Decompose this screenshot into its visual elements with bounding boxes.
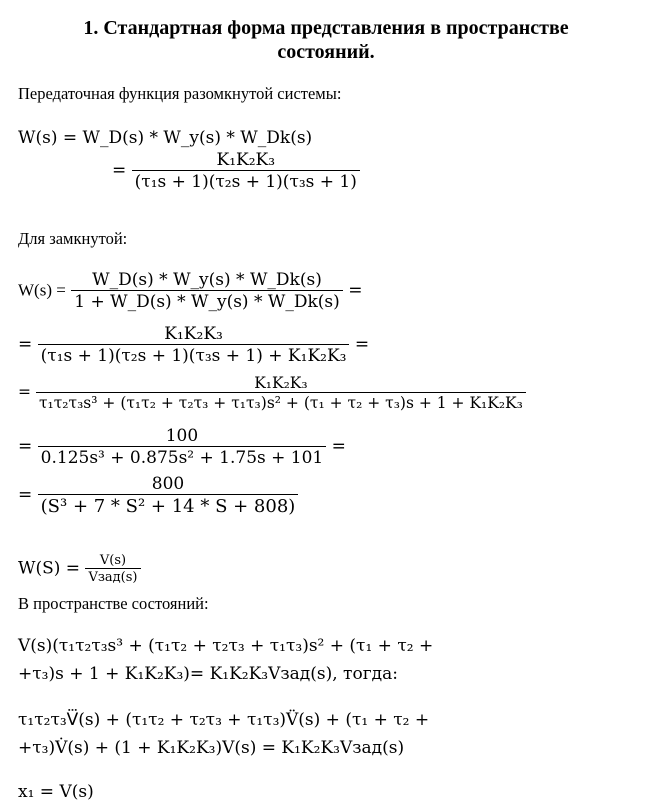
fraction <box>132 150 360 192</box>
fraction-numerator: 100 <box>165 426 199 446</box>
fraction-numerator: K₁K₂K₃ <box>164 324 223 344</box>
equation-differential-line2: +τ₃)V̇(s) + (1 + K₁K₂K₃)V(s) = K₁K₂K₃Vзад(s) <box>18 738 405 758</box>
fraction-denominator: (τ₁s + 1)(τ₂s + 1)(τ₃s + 1) + K₁K₂K₃ <box>38 344 350 366</box>
fraction <box>36 374 526 412</box>
paragraph-state-space: В пространстве состояний: <box>18 594 209 613</box>
fraction-numerator: K₁K₂K₃ <box>254 374 308 392</box>
fraction-denominator: Vзад(s) <box>85 568 140 585</box>
equation-open-loop-fraction: = $\frac{\text{K₁K₂K₃}}{\text{(τ₁s + 1)(τ₂s + 1)(τ₃s + 1)}}$ <box>112 150 360 192</box>
section-heading-line2: состояний. <box>277 41 375 63</box>
equation-open-loop-product: W(s) = W_D(s) * W_y(s) * W_Dk(s) <box>18 128 313 148</box>
fraction-numerator: W_D(s) * W_y(s) * W_Dk(s) <box>92 270 322 290</box>
equation-closed-loop-final: = $\frac{800}{\text{(S³ + 7 * S² + 14 * S + 808)}}$ <box>18 474 298 517</box>
fraction-denominator: τ₁τ₂τ₃s³ + (τ₁τ₂ + τ₂τ₃ + τ₁τ₃)s² + (τ₁ + τ₂ + τ₃)s + 1 + K₁K₂K₃ <box>36 392 526 412</box>
fraction <box>38 426 327 468</box>
fraction-denominator: (τ₁s + 1)(τ₂s + 1)(τ₃s + 1) <box>132 170 360 192</box>
equation-closed-loop-step1: = $\frac{\text{K₁K₂K₃}}{\text{(τ₁s + 1)(τ₂s + 1)(τ₃s + 1) + K₁K₂K₃}}$ = <box>18 324 370 366</box>
fraction-denominator: (S³ + 7 * S² + 14 * S + 808) <box>38 494 299 517</box>
fraction <box>38 474 299 517</box>
fraction <box>85 553 140 585</box>
fraction-numerator: K₁K₂K₃ <box>216 150 276 170</box>
equation-closed-loop-definition: W(s) = $\frac{W\_D(s) * W\_y(s) * W\_Dk(s)}{1 + W\_D(s) * W\_y(s) * W\_Dk(s)}$ = <box>18 270 363 312</box>
equation-closed-loop-step2: = K₁K₂K₃ τ₁τ₂τ₃s³ + (τ₁τ₂ + τ₂τ₃ + τ₁τ₃)s² + (τ₁ + τ₂ + τ₃)s + 1 + K₁K₂K₃ <box>18 374 526 412</box>
fraction-denominator: 1 + W_D(s) * W_y(s) * W_Dk(s) <box>71 290 343 312</box>
paragraph-open-loop: Передаточная функция разомкнутой системы: <box>18 84 342 103</box>
fraction-numerator: V(s) <box>99 553 127 568</box>
equation-lhs: W(S) = <box>18 558 81 579</box>
equation-lhs: W(s) = <box>18 280 66 300</box>
fraction-numerator: 800 <box>151 474 185 494</box>
equation-output-ratio <box>18 553 141 585</box>
equation-state-space-line2: +τ₃)s + 1 + K₁K₂K₃)= K₁K₂K₃Vзад(s), тогда: <box>18 664 398 684</box>
equation-closed-loop-numeric: = $\frac{100}{\text{0.125s³ + 0.875s² + 1.75s + 101}}$ = <box>18 426 346 468</box>
fraction-denominator: 0.125s³ + 0.875s² + 1.75s + 101 <box>38 446 327 468</box>
fraction <box>71 270 343 312</box>
equation-state-space-line1: V(s)(τ₁τ₂τ₃s³ + (τ₁τ₂ + τ₂τ₃ + τ₁τ₃)s² + (τ₁ + τ₂ + <box>18 636 434 656</box>
paragraph-closed-loop: Для замкнутой: <box>18 229 128 248</box>
fraction <box>38 324 350 366</box>
section-heading-line1: 1. Стандартная форма представления в пространстве <box>83 17 569 39</box>
equation-differential-line1: τ₁τ₂τ₃V⃛(s) + (τ₁τ₂ + τ₂τ₃ + τ₁τ₃)V̈(s) + (τ₁ + τ₂ + <box>18 710 430 730</box>
equation-state-variable-x1: x₁ = V(s) <box>18 782 94 802</box>
